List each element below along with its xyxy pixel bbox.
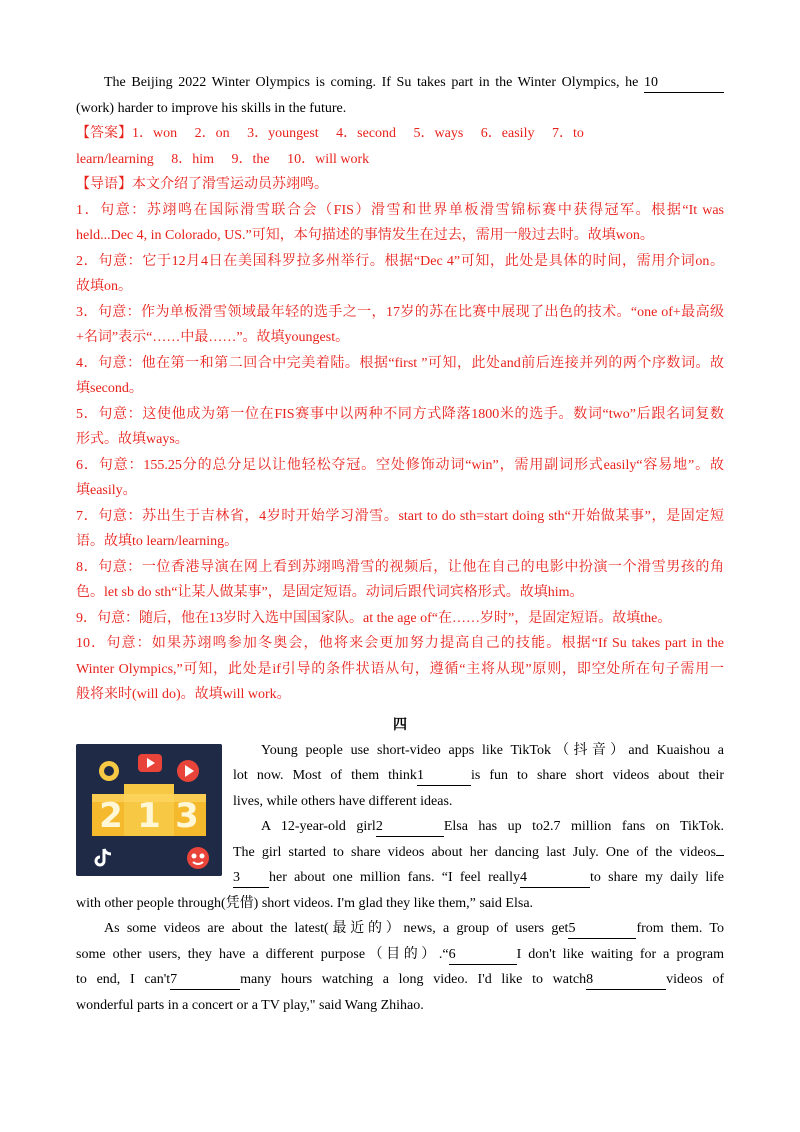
p2-line-4: with other people through(凭借) short videos. I'm glad they like them,” said Elsa. [76,895,534,911]
intro-line-1 [76,70,724,96]
explanation-8-line-2: 色。let sb do sth“让某人做某事”，是固定短语。动词后跟代词宾格形式。故填him。 [76,585,584,600]
p3-line-1: As some videos are about the latest(最近的）news, a group of users get5 from them. To [76,916,724,942]
blank-8: 8 [586,971,666,990]
answers-line-1: 【答案】1．won 2．on 3．youngest 4．second 5．ways 6．easily 7．to [76,126,584,141]
blank-3-start [716,855,724,856]
app-thumbnail [76,744,222,876]
explanation-1-line-2: held...Dec 4, in Colorado, US.”可知，本句描述的事情发生在过去，需用一般过去时。故填won。 [76,228,654,243]
podium-number-1: 1 [137,795,161,836]
explanation-7-line-1: 7．句意：苏出生于吉林省，4岁时开始学习滑雪。start to do sth=start doing sth“开始做某事”，是固定短 [76,508,724,524]
answers-line-2: learn/learning 8．him 9．the 10．will work [76,151,370,167]
p1-line-3: lives, while others have different ideas. [233,793,453,809]
explanation-5-line-1: 5．句意：这使他成为第一位在FIS赛事中以两种不同方式降落1800米的选手。数词“two”后跟名词复数 [76,406,724,422]
kuaishou-icon [186,846,210,870]
podium-number-3: 3 [175,795,199,836]
p2-line-1: A 12-year-old girl2 Elsa has up to2.7 million fans on TikTok. [233,814,724,840]
blank-4: 4 [520,869,590,888]
explanation-3-line-1: 3．句意：作为单板滑雪领域最年轻的选手之一，17岁的苏在比赛中展现了出色的技术。“one of+最高级 [76,304,724,320]
explanations [76,198,724,708]
explanation-3-line-2: +名词”表示“……中最……”。故填youngest。 [76,330,350,345]
explanation-2-line-1: 2．句意：它于12月4日在美国科罗拉多州举行。根据“Dec 4”可知，此处是具体的时间，需用介词on。 [76,253,724,269]
blank-10: 10 [644,74,724,93]
explanation-10-line-1: 10．句意：如果苏翊鸣参加冬奥会，他将来会更加努力提高自己的技能。根据“If Su takes part in the [76,636,724,651]
p1-line-1: Young people use short-video apps like TikTok（抖音）and Kuaishou a [261,742,724,758]
podium-number-2: 2 [99,795,123,836]
p2-line-2: The girl started to share videos about her dancing last July. One of the videos [233,840,724,866]
explanation-4-line-2: 填second。 [76,381,143,396]
p3-line-4: wonderful parts in a concert or a TV play," said Wang Zhihao. [76,997,424,1013]
passage-section [76,738,724,1019]
explanation-2-line-2: 故填on。 [76,279,132,294]
blank-2: 2 [376,818,444,837]
guide-line: 【导语】本文介绍了滑雪运动员苏翊鸣。 [76,177,328,192]
explanation-1-line-1: 1．句意：苏翊鸣在国际滑雪联合会（FIS）滑雪和世界单板滑雪锦标赛中获得冠军。根据“It was [76,202,724,218]
explanation-10-line-3: 般将来时(will do)。故填will work。 [76,687,291,702]
p3-line-3: to end, I can't7 many hours watching a long video. I'd like to watch8 videos of [76,967,724,993]
blank-3: 3 [233,869,269,888]
blank-5: 5 [568,920,636,939]
section-heading: 四 [393,716,407,733]
intro-text: The Beijing 2022 Winter Olympics is coming. If Su takes part in the Winter Olympics, he [104,75,639,90]
p2-line-3: 3 her about one million fans. “I feel really4 to share my daily life [233,865,724,891]
explanation-9-line-1: 9．句意：随后，他在13岁时入选中国国家队。at the age of“在……岁时”，是固定短语。故填the。 [76,610,672,626]
explanation-4-line-1: 4．句意：他在第一和第二回合中完美着陆。根据“first ”可知，此处and前后连接并列的两个序数词。故 [76,355,724,371]
p3-line-2: some other users, they have a different purpose（目的）.“6 I don't like waiting for a program [76,942,724,968]
explanation-8-line-1: 8．句意：一位香港导演在网上看到苏翊鸣滑雪的视频后，让他在自己的电影中扮演一个滑雪男孩的角 [76,559,724,575]
tiktok-icon [92,847,114,869]
explanation-6-line-2: 填easily。 [76,483,137,498]
explanation-5-line-2: 形式。故填ways。 [76,432,189,447]
document-page [76,70,724,1018]
blank-6: 6 [449,946,517,965]
explanation-7-line-2: 语。故填to learn/learning。 [76,534,239,549]
explanation-10-line-2: Winter Olympics,”可知，此处是if引导的条件状语从句，遵循“主将从现”原则，即空处所在句子需用一 [76,661,724,677]
explanation-6-line-1: 6．句意：155.25分的总分足以让他轻松夺冠。空处修饰动词“win”，需用副词形式easily“容易地”。故 [76,457,724,473]
blank-1: 1 [417,767,471,786]
p1-line-2: lot now. Most of them think1 is fun to share short videos about their [233,763,724,789]
passage-text [233,738,724,866]
blank-7: 7 [170,971,240,990]
intro-line-2: (work) harder to improve his skills in the future. [76,100,347,116]
